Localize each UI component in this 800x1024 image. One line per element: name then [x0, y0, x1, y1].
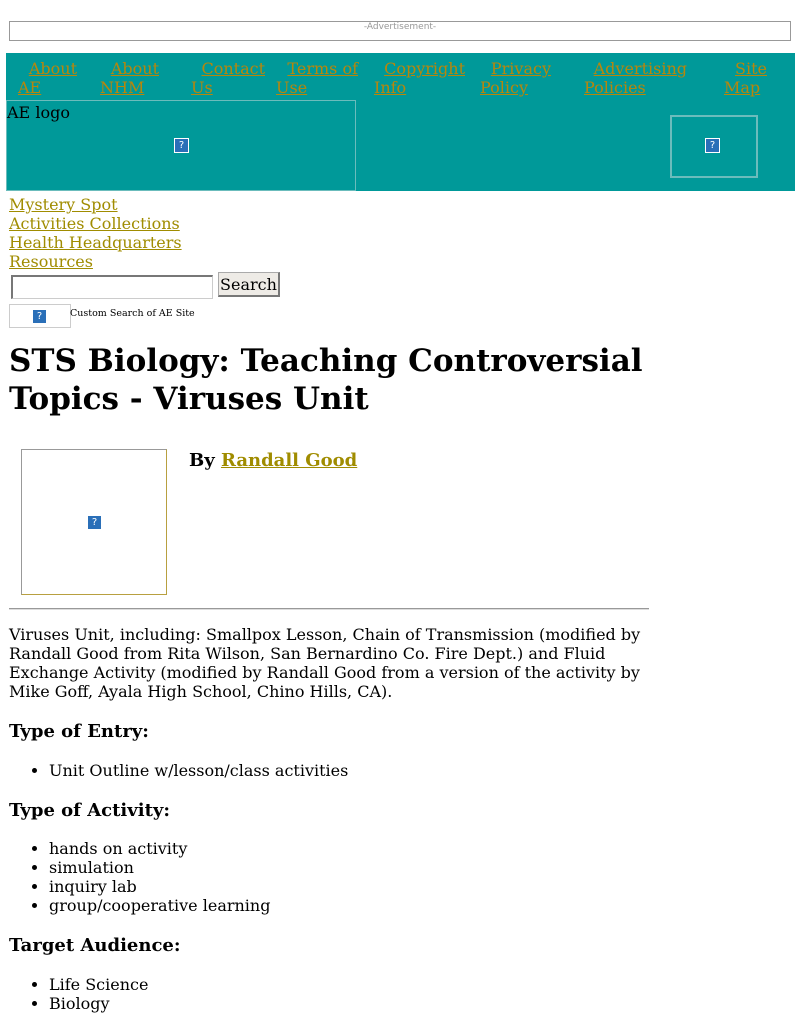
byline-prefix: By	[189, 450, 215, 471]
entry-type-list	[9, 761, 348, 780]
list-item: • simulation	[49, 858, 270, 877]
broken-image-icon: ?	[705, 138, 720, 153]
custom-search-label: Custom Search of AE Site	[70, 308, 195, 319]
nav-contact-us[interactable]: Contact Us	[191, 59, 265, 97]
list-item: • Life Science	[49, 975, 148, 994]
section-heading: Type of Entry:	[9, 721, 149, 742]
page-title: STS Biology: Teaching Controversial Topics - Viruses Unit	[9, 343, 643, 417]
description: Viruses Unit, including: Smallpox Lesson, Chain of Transmission (modified by Randall Good from Rita Wilson, San Bernardino Co. Fire Dept.) and Fluid Exchange Activity (modified by Randall Good from a version of the activity by Mike Goff, Ayala High School, Chino Hills, CA).	[9, 625, 641, 701]
link-health-headquarters[interactable]: Health Headquarters	[9, 233, 182, 252]
search-button[interactable]: Search	[218, 272, 280, 297]
activity-type-list	[9, 839, 270, 915]
broken-image-icon: ?	[32, 309, 47, 324]
list-item: • inquiry lab	[49, 877, 270, 896]
audience-list	[9, 975, 148, 1013]
nav-copyright-info[interactable]: Copyright Info	[374, 59, 465, 97]
top-nav	[6, 53, 795, 191]
ad-label: -Advertisement-	[363, 22, 437, 32]
link-mystery-spot[interactable]: Mystery Spot	[9, 195, 118, 214]
nav-advertising-policies[interactable]: Advertising Policies	[584, 59, 687, 97]
list-item: • hands on activity	[49, 839, 270, 858]
list-item: • Unit Outline w/lesson/class activities	[49, 761, 348, 780]
nav-privacy-policy[interactable]: Privacy Policy	[480, 59, 551, 97]
section-heading: Type of Activity:	[9, 800, 170, 821]
link-resources[interactable]: Resources	[9, 252, 93, 271]
nav-site-map[interactable]: Site Map	[724, 59, 767, 97]
nav-about-nhm[interactable]: About NHM	[100, 59, 159, 97]
broken-image-icon: ?	[87, 515, 102, 530]
author-link[interactable]: Randall Good	[220, 450, 358, 471]
nav-about-ae[interactable]: About AE	[18, 59, 77, 97]
byline	[189, 450, 357, 471]
section-heading: Target Audience:	[9, 935, 181, 956]
logo-alt-text: AE logo	[7, 103, 70, 122]
header-image	[670, 115, 758, 178]
custom-search-image	[9, 304, 71, 328]
list-item: • Biology	[49, 994, 148, 1013]
divider	[9, 608, 649, 610]
section-links	[9, 195, 182, 271]
advertisement-banner[interactable]	[9, 21, 791, 41]
search-input[interactable]	[11, 275, 213, 299]
link-activities-collections[interactable]: Activities Collections	[9, 214, 180, 233]
ae-logo[interactable]	[6, 100, 356, 191]
list-item: • group/cooperative learning	[49, 896, 270, 915]
nav-terms-of-use[interactable]: Terms of Use	[276, 59, 358, 97]
broken-image-icon: ?	[174, 138, 189, 153]
author-photo	[21, 449, 167, 595]
